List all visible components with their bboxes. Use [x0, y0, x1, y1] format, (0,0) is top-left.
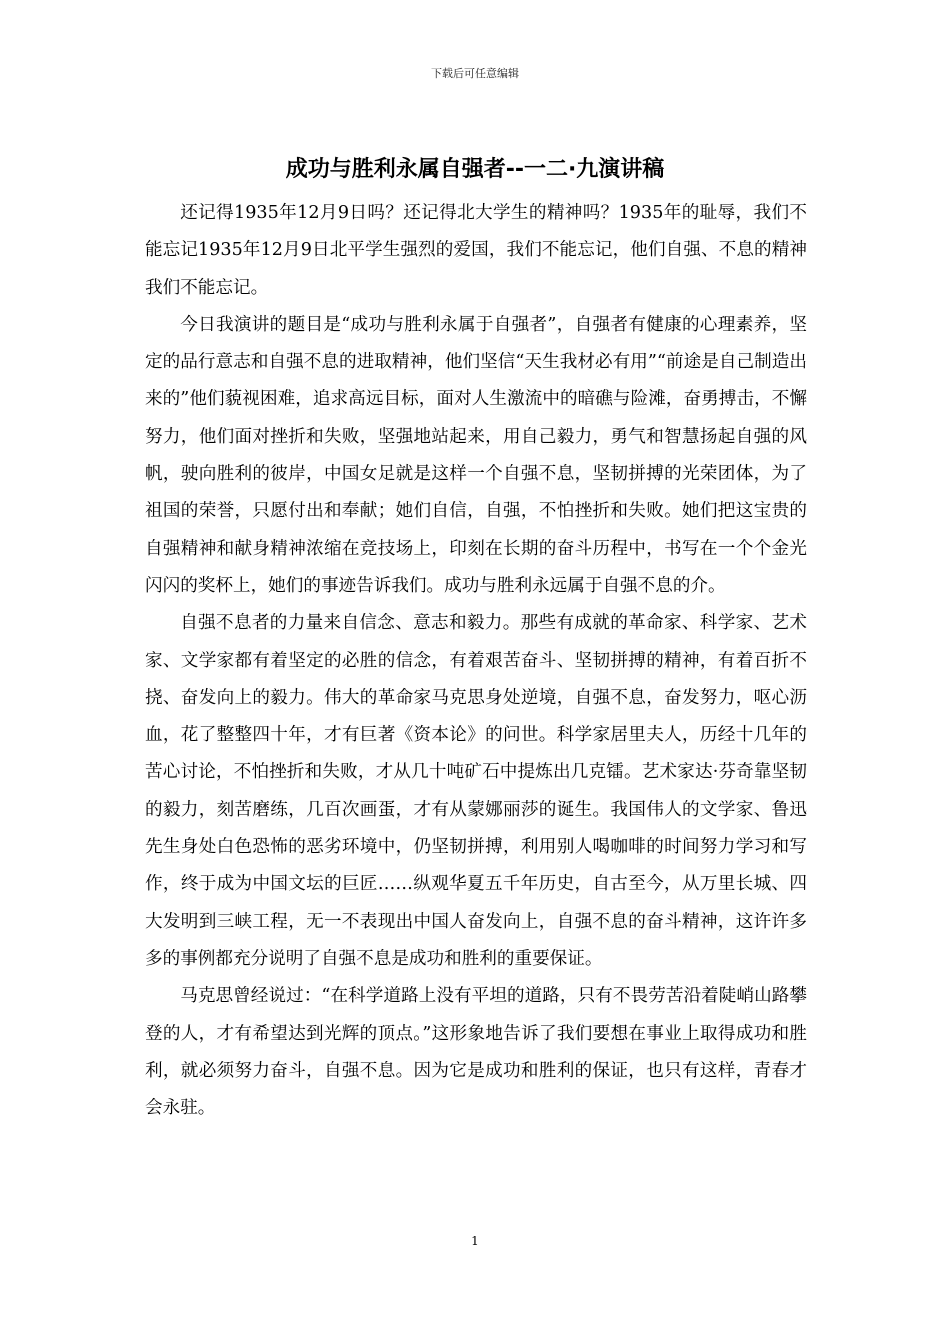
document-title: 成功与胜利永属自强者--一二·九演讲稿: [285, 157, 665, 182]
page-number: 1: [471, 1234, 479, 1248]
paragraph-2: 今日我演讲的题目是“成功与胜利永属于自强者”，自强者有健康的心理素养，坚定的品行意志和自强不息的进取精神，他们坚信“天生我材必有用”“前途是自己制造出来的”他们藐视困难，追求高远目标，面对人生激流中的暗礁与险滩，奋勇搏击，不懈努力，他们面对挫折和失败，坚强地站起来，用自己毅力，勇气和智慧扬起自强的风帆，驶向胜利的彼岸，中国女足就是这样一个自强不息，坚韧拼搏的光荣团体，为了祖国的荣誉，只愿付出和奉献；她们自信，自强，不怕挫折和失败。她们把这宝贵的自强精神和献身精神浓缩在竞技场上，印刻在长期的奋斗历程中，书写在一个个金光闪闪的奖杯上，她们的事迹告诉我们。成功与胜利永远属于自强不息的介。: [145, 314, 807, 596]
paragraph-3: 自强不息者的力量来自信念、意志和毅力。那些有成就的革命家、科学家、艺术家、文学家都有着坚定的必胜的信念，有着艰苦奋斗、坚韧拼搏的精神，有着百折不挠、奋发向上的毅力。伟大的革命家马克思身处逆境，自强不息，奋发努力，呕心沥血，花了整整四十年，才有巨著《资本论》的问世。科学家居里夫人，历经十几年的苦心讨论，不怕挫折和失败，才从几十吨矿石中提炼出几克镭。艺术家达·芬奇靠坚韧的毅力，刻苦磨练，几百次画蛋，才有从蒙娜丽莎的诞生。我国伟人的文学家、鲁迅先生身处白色恐怖的恶劣环境中，仍坚韧拼搏，利用别人喝咖啡的时间努力学习和写作，终于成为中国文坛的巨匠……纵观华夏五千年历史，自古至今，从万里长城、四大发明到三峡工程，无一不表现出中国人奋发向上，自强不息的奋斗精神，这许许多多的事例都充分说明了自强不息是成功和胜利的重要保证。: [145, 613, 807, 969]
document-body: [145, 195, 807, 1127]
paragraph-1: 还记得1935年12月9日吗？还记得北大学生的精神吗？1935年的耻辱，我们不能忘记1935年12月9日北平学生强烈的爱国，我们不能忘记，他们自强、不息的精神我们不能忘记。: [145, 203, 807, 298]
page-header: 下载后可任意编辑: [431, 67, 519, 80]
paragraph-4: 马克思曾经说过：“在科学道路上没有平坦的道路，只有不畏劳苦沿着陡峭山路攀登的人，才有希望达到光辉的顶点。”这形象地告诉了我们要想在事业上取得成功和胜利，就必须努力奋斗，自强不息。因为它是成功和胜利的保证，也只有这样，青春才会永驻。: [145, 986, 807, 1119]
